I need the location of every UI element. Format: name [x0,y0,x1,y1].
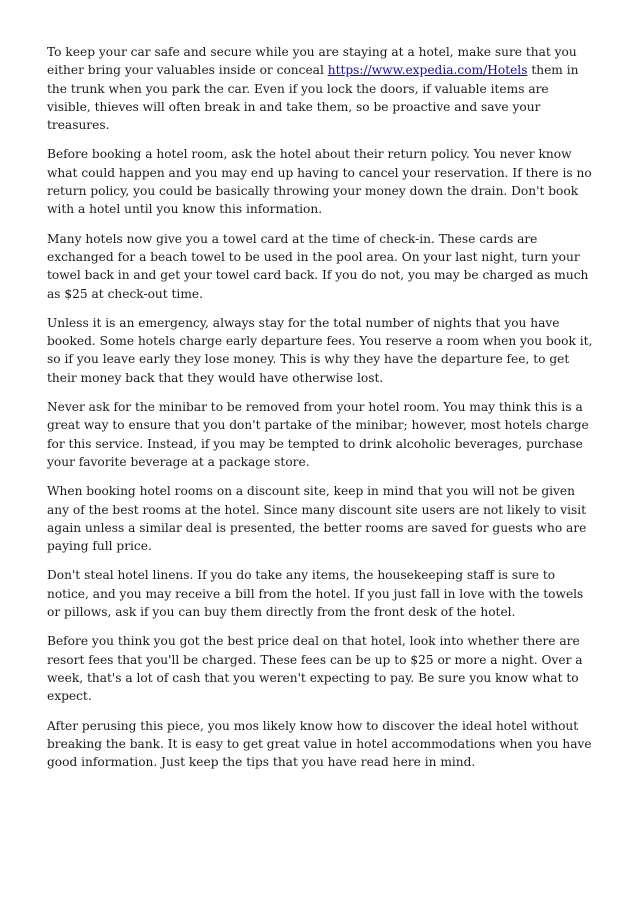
paragraph-minibar: Never ask for the minibar to be removed from your hotel room. You may think this is a great way to ensure that you don't partake of the minibar; however, most hotels charge for this service. Instead, if you may be tempted to drink alcoholic beverages, purchase your favorite beverage at a package store. [47,400,589,469]
paragraph-return-policy: Before booking a hotel room, ask the hotel about their return policy. You never know what could happen and you may end up having to cancel your reservation. If there is no return policy, you could be basically throwing your money down the drain. Don't book with a hotel until you know this information. [47,147,592,217]
paragraph-conclusion: After perusing this piece, you mos likely know how to discover the ideal hotel without breaking the bank. It is easy to get great value in hotel accommodations when you have good information. Just keep the tips that you have read here in mind. [47,718,592,770]
paragraph-departure-fee: Unless it is an emergency, always stay for the total number of nights that you have booked. Some hotels charge early departure fees. You reserve a room when you book it, so if you leave early they lose money. This is why they have the departure fee, to get their money back that they would have otherwise lost. [47,315,593,385]
paragraph-discount-site: When booking hotel rooms on a discount site, keep in mind that you will not be given any of the best rooms at the hotel. Since many discount site users are not likely to visit again unless a similar deal is presented, the better rooms are saved for guests who are paying full price. [47,484,587,554]
paragraph-towel-card: Many hotels now give you a towel card at the time of check-in. These cards are exchanged for a beach towel to be used in the pool area. On your last night, turn your towel back in and get your towel card back. If you do not, you may be charged as much as $25 at check-out time. [47,231,589,301]
paragraph-resort-fees: Before you think you got the best price deal on that hotel, look into whether there are resort fees that you'll be charged. These fees can be up to $25 or more a night. Over a week, that's a lot of cash that you weren't expecting to pay. Be sure you know what to expect. [47,634,583,704]
paragraph-text: To keep your car safe and secure while you are staying at a hotel, make sure that you either bring your valuables inside or conceal [47,45,577,78]
article-body [47,43,595,782]
paragraph-text: them in the trunk when you park the car. Even if you lock the doors, if valuable items are visible, thieves will often break in and take them, so be proactive and save your treasures. [47,63,579,133]
expedia-hotels-link[interactable]: https://www.expedia.com/Hotels [327,63,528,78]
paragraph-car-safety [47,43,595,134]
paragraph-linens: Don't steal hotel linens. If you do take any items, the housekeeping staff is sure to notice, and you may receive a bill from the hotel. If you just fall in love with the towels or pillows, ask if you can buy them directly from the front desk of the hotel. [47,568,584,620]
